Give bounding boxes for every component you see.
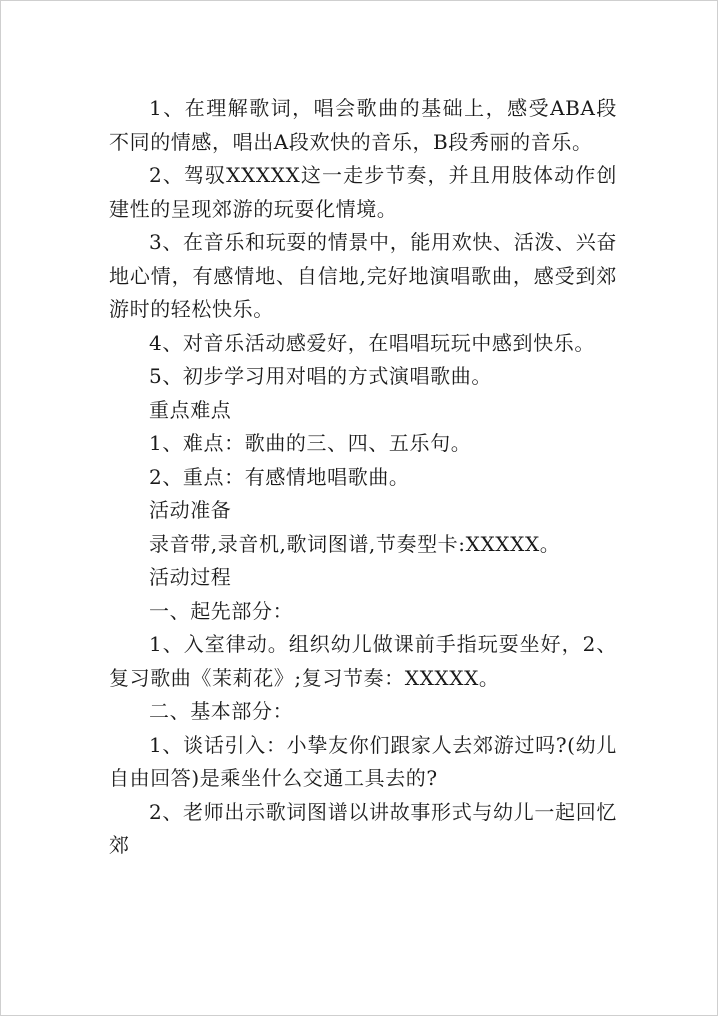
process-part-1-item: 1、入室律动。组织幼儿做课前手指玩耍坐好，2、复习歌曲《茉莉花》;复习节奏：XXXXX。	[109, 632, 617, 690]
objective-5: 5、初步学习用对唱的方式演唱歌曲。	[149, 364, 492, 388]
document-body	[109, 92, 617, 863]
section-heading-preparation: 活动准备	[149, 498, 232, 522]
objective-1: 1、在理解歌词，唱会歌曲的基础上，感受ABA段不同的情感，唱出A段欢快的音乐，B段秀丽的音乐。	[109, 96, 617, 154]
objective-2: 2、驾驭XXXXX这一走步节奏，并且用肢体动作创建性的呈现郊游的玩耍化情境。	[109, 163, 617, 221]
key-point: 2、重点：有感情地唱歌曲。	[149, 464, 410, 489]
section-heading-process: 活动过程	[149, 565, 232, 589]
objective-4: 4、对音乐活动感爱好，在唱唱玩玩中感到快乐。	[149, 330, 595, 355]
process-part-2-item-2: 2、老师出示歌词图谱以讲故事形式与幼儿一起回忆郊	[109, 799, 617, 857]
process-part-2-heading: 二、基本部分：	[149, 699, 294, 723]
objective-3: 3、在音乐和玩耍的情景中，能用欢快、活泼、兴奋地心情，有感情地、自信地,完好地演唱歌曲，感受到郊游时的轻松快乐。	[109, 230, 617, 321]
difficulty-point: 1、难点：歌曲的三、四、五乐句。	[149, 431, 472, 455]
section-heading-key-points: 重点难点	[149, 397, 232, 422]
preparation-materials: 录音带,录音机,歌词图谱,节奏型卡:XXXXX。	[149, 531, 561, 556]
process-part-2-item-1: 1、谈话引入：小挚友你们跟家人去郊游过吗?(幼儿自由回答)是乘坐什么交通工具去的?	[109, 732, 617, 790]
process-part-1-heading: 一、起先部分：	[149, 598, 294, 623]
